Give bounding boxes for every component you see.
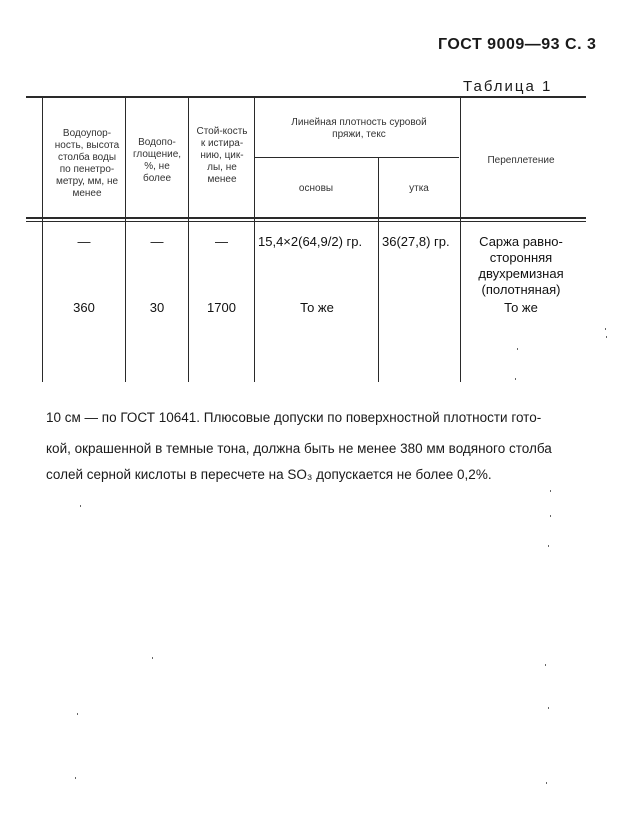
row1-weave-line: Саржа равно- (479, 234, 563, 249)
header-bottom-rule-2 (26, 221, 586, 222)
linear-density-rule (254, 157, 459, 158)
header-linear-density: Линейная плотность суровой пряжи, текс (291, 117, 427, 140)
scan-speck (75, 777, 76, 779)
scan-speck (548, 707, 549, 709)
row2-water-absorption: 30 (149, 300, 165, 315)
scan-speck (80, 505, 81, 507)
row2-weave: То же (504, 300, 538, 315)
page-header: ГОСТ 9009—93 С. 3 (438, 36, 597, 53)
paragraph-line: солей серной кислоты в пересчете на SO₃ допускается не более 0,2%. (46, 467, 492, 482)
row1-abrasion: — (215, 234, 228, 249)
row1-water-absorption: — (150, 234, 164, 249)
table-top-rule (26, 96, 586, 98)
col-divider (42, 97, 43, 382)
scan-speck (152, 657, 153, 659)
row1-weave-line: (полотняная) (481, 282, 561, 297)
col-divider (254, 97, 255, 382)
scan-speck (545, 664, 546, 666)
scan-speck (515, 378, 516, 380)
paragraph-line: 10 см — по ГОСТ 10641. Плюсовые допуски по поверхностной плотности гото- (46, 410, 542, 425)
scan-speck (550, 490, 551, 492)
row2-water-resistance: 360 (73, 300, 95, 315)
scan-speck (550, 515, 551, 517)
scan-speck (517, 348, 518, 350)
row1-weave-line: сторонняя (489, 250, 553, 265)
scan-speck (605, 328, 606, 330)
header-warp: основы (298, 183, 334, 194)
row2-abrasion: 1700 (207, 300, 236, 315)
header-abrasion: Стой-кость к истира-нию, цик-лы, не менее (196, 126, 248, 185)
col-divider (460, 97, 461, 382)
header-bottom-rule (26, 217, 586, 219)
scan-speck (548, 545, 549, 547)
header-weft: утка (409, 183, 429, 194)
col-divider (378, 158, 379, 382)
row1-warp: 15,4×2(64,9/2) гр. (258, 234, 363, 249)
row1-weave-line: двухремизная (478, 266, 564, 281)
table-caption: Таблица 1 (463, 78, 553, 95)
header-water-resistance: Водоупор-ность, высота столба воды по пенетро-метру, мм, не менее (54, 128, 120, 199)
scan-speck (77, 713, 78, 715)
paragraph-line: кой, окрашенной в темные тона, должна быть не менее 380 мм водяного столба (46, 441, 552, 456)
header-weave: Переплетение (487, 155, 555, 166)
row1-water-resistance: — (77, 234, 91, 249)
scan-speck (546, 782, 547, 784)
row2-warp: То же (300, 300, 334, 315)
scan-speck (606, 336, 607, 338)
header-water-absorption: Водопо-глощение, %, не более (132, 137, 182, 184)
row1-weft: 36(27,8) гр. (382, 234, 450, 249)
